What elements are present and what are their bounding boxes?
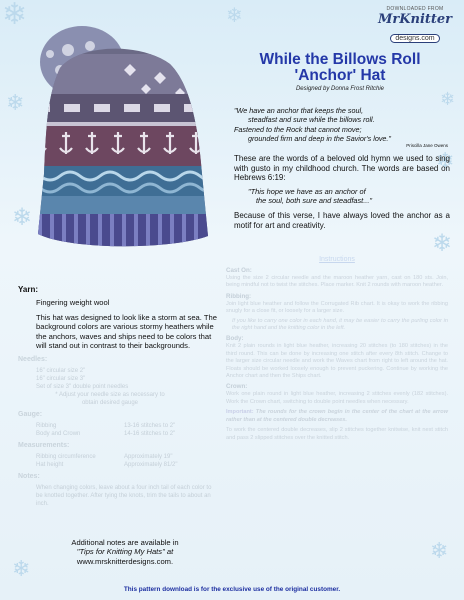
- hymn-line: "We have an anchor that keeps the soul,: [234, 106, 364, 115]
- notes-heading: Notes:: [18, 473, 40, 481]
- snowflake-icon: ❄: [430, 538, 449, 563]
- needles-heading: Needles:: [18, 356, 48, 364]
- yarn-heading: Yarn:: [18, 285, 39, 294]
- body-text: Knit 2 plain rounds in light blue heather, increasing 20 stitches (to 180 stitches) in the third round. This can be done by increasing one stitch after every 8th stitch. Change to the larger size circular needle and work the Waves chart from right to left around the hat. Floats should be worked loosely enough to prevent puckering. Continue by working the Anchor chart and then the Ships chart.: [226, 343, 448, 380]
- title-line-2: 'Anchor' Hat: [294, 67, 386, 84]
- crown-text: Work one plain round in light blue heather, increasing 2 stitches evenly (182 stitches). Work the Crown chart, switching to double point needles when necessary.: [226, 391, 448, 405]
- logo-download-text: DOWNLOADED FROM: [386, 6, 444, 12]
- decrease-text: To work the centered double decreases, slip 2 stitches together knitwise, knit next stitch and pass 2 slipped stitches over the knitted stitch.: [226, 427, 448, 441]
- important-text: The rounds for the crown begin in the center of the chart at the arrow rather than at the centered double decreases.: [226, 409, 448, 423]
- hymn-line: Fastened to the Rock that cannot move;: [234, 124, 362, 134]
- scripture-line: "This hope we have as an anchor of: [248, 187, 366, 196]
- notes-text: When changing colors, leave about a four inch tail of each color to be knotted together. After tying the knots, trim the tails to about an inch.: [36, 485, 212, 508]
- cast-on-text: Using the size 2 circular needle and the maroon heather yarn, cast on 180 sts. Join, being mindful not to twist the stitches. Place marker. Knit 2 rounds with maroon heather.: [226, 275, 448, 289]
- snowflake-icon: ❄: [6, 90, 25, 115]
- logo-name: MrKnitter: [377, 12, 453, 27]
- scripture-line: the soul, both sure and steadfast...": [256, 196, 373, 206]
- license-footer: This pattern download is for the exclusive use of the original customer.: [123, 586, 341, 593]
- pattern-title: [228, 52, 452, 92]
- gauge-value: 14-16 stitches to 2": [124, 431, 176, 438]
- additional-notes: [40, 538, 210, 566]
- important-note: [226, 409, 448, 424]
- snowflake-icon: ❄: [12, 204, 33, 231]
- measurement-value: Approximately 19": [124, 454, 173, 461]
- body-heading: Body:: [226, 335, 244, 343]
- gauge-section: [18, 411, 218, 438]
- hat-photo: [20, 24, 210, 259]
- designer-byline: Designed by Donna Frost Ritchie: [295, 86, 385, 92]
- snowflake-icon: ❄: [12, 556, 31, 581]
- logo-site: designs.com: [390, 34, 439, 43]
- needles-section: [18, 356, 218, 407]
- brand-logo: [372, 6, 458, 48]
- snowflake-icon: ❄: [226, 5, 243, 27]
- needle-item: 16" circular size 2": [36, 368, 86, 375]
- ribbing-text: Join light blue heather and follow the Corrugated Rib chart. It is okay to work the ribbing snugly for a close fit, or loosely for a larger size.: [226, 300, 448, 315]
- ribbing-note: If you like to carry one color in each hand, it may be easier to carry the purling color in the right hand and the knitting color in the left.: [232, 317, 448, 332]
- needle-note: * Adjust your needle size as necessary to obtain desired gauge: [55, 392, 165, 407]
- title-line-1: While the Billows Roll: [259, 51, 421, 68]
- measurements-section: [18, 442, 218, 469]
- additional-notes-line: Additional notes are available in: [71, 538, 179, 547]
- snowflake-icon: ❄: [432, 230, 453, 257]
- intro-paragraph: These are the words of a beloved old hymn we used to sing with gusto in my childhood church. The words are based on Hebrews 6:19:: [234, 154, 450, 183]
- additional-notes-line: "Tips for Knitting My Hats" at: [76, 547, 174, 557]
- scripture-quote: [248, 187, 448, 205]
- measurement-label: Ribbing circumference: [36, 454, 96, 461]
- hymn-quote: [234, 106, 454, 150]
- needle-item: 16" circular size 3": [36, 376, 86, 383]
- anchor-paragraph: Because of this verse, I have always loved the anchor as a motif for art and creativity.: [234, 211, 450, 230]
- measurement-value: Approximately 81/2": [124, 462, 178, 469]
- snowflake-icon: ❄: [440, 89, 456, 109]
- crown-heading: Crown:: [226, 383, 248, 391]
- gauge-label: Ribbing: [36, 423, 57, 430]
- website-link[interactable]: www.mrsknitterdesigns.com.: [76, 556, 174, 566]
- yarn-weight: Fingering weight wool: [36, 298, 110, 307]
- snowflake-icon: ❄: [2, 0, 28, 31]
- instructions-heading: Instructions: [319, 256, 355, 263]
- measurement-label: Hat height: [36, 462, 64, 469]
- ribbing-heading: Ribbing:: [226, 292, 252, 300]
- important-label: Important:: [226, 409, 254, 416]
- gauge-heading: Gauge:: [18, 411, 43, 419]
- yarn-description: This hat was designed to look like a storm at sea. The background colors are various stormy heathers while the anchors, waves and ships need to be colors that will stand out in contrast to their backgrounds.: [36, 313, 217, 350]
- instructions-column: [226, 256, 448, 442]
- snowflake-icon: ❄: [436, 148, 455, 173]
- measurements-heading: Measurements:: [18, 442, 70, 450]
- gauge-value: 13-16 stitches to 2": [124, 423, 176, 430]
- hymn-line: steadfast and sure while the billows roll.: [248, 115, 375, 125]
- notes-section: [18, 473, 218, 508]
- hymn-attribution: Priscilla Jane Owens: [406, 143, 448, 149]
- cast-on-heading: Cast On:: [226, 267, 252, 274]
- gauge-label: Body and Crown: [36, 431, 81, 438]
- needle-item: Set of size 3" double point needles: [36, 384, 129, 391]
- hymn-line: grounded firm and deep in the Savior's love.": [248, 133, 391, 143]
- materials-column: [18, 285, 218, 508]
